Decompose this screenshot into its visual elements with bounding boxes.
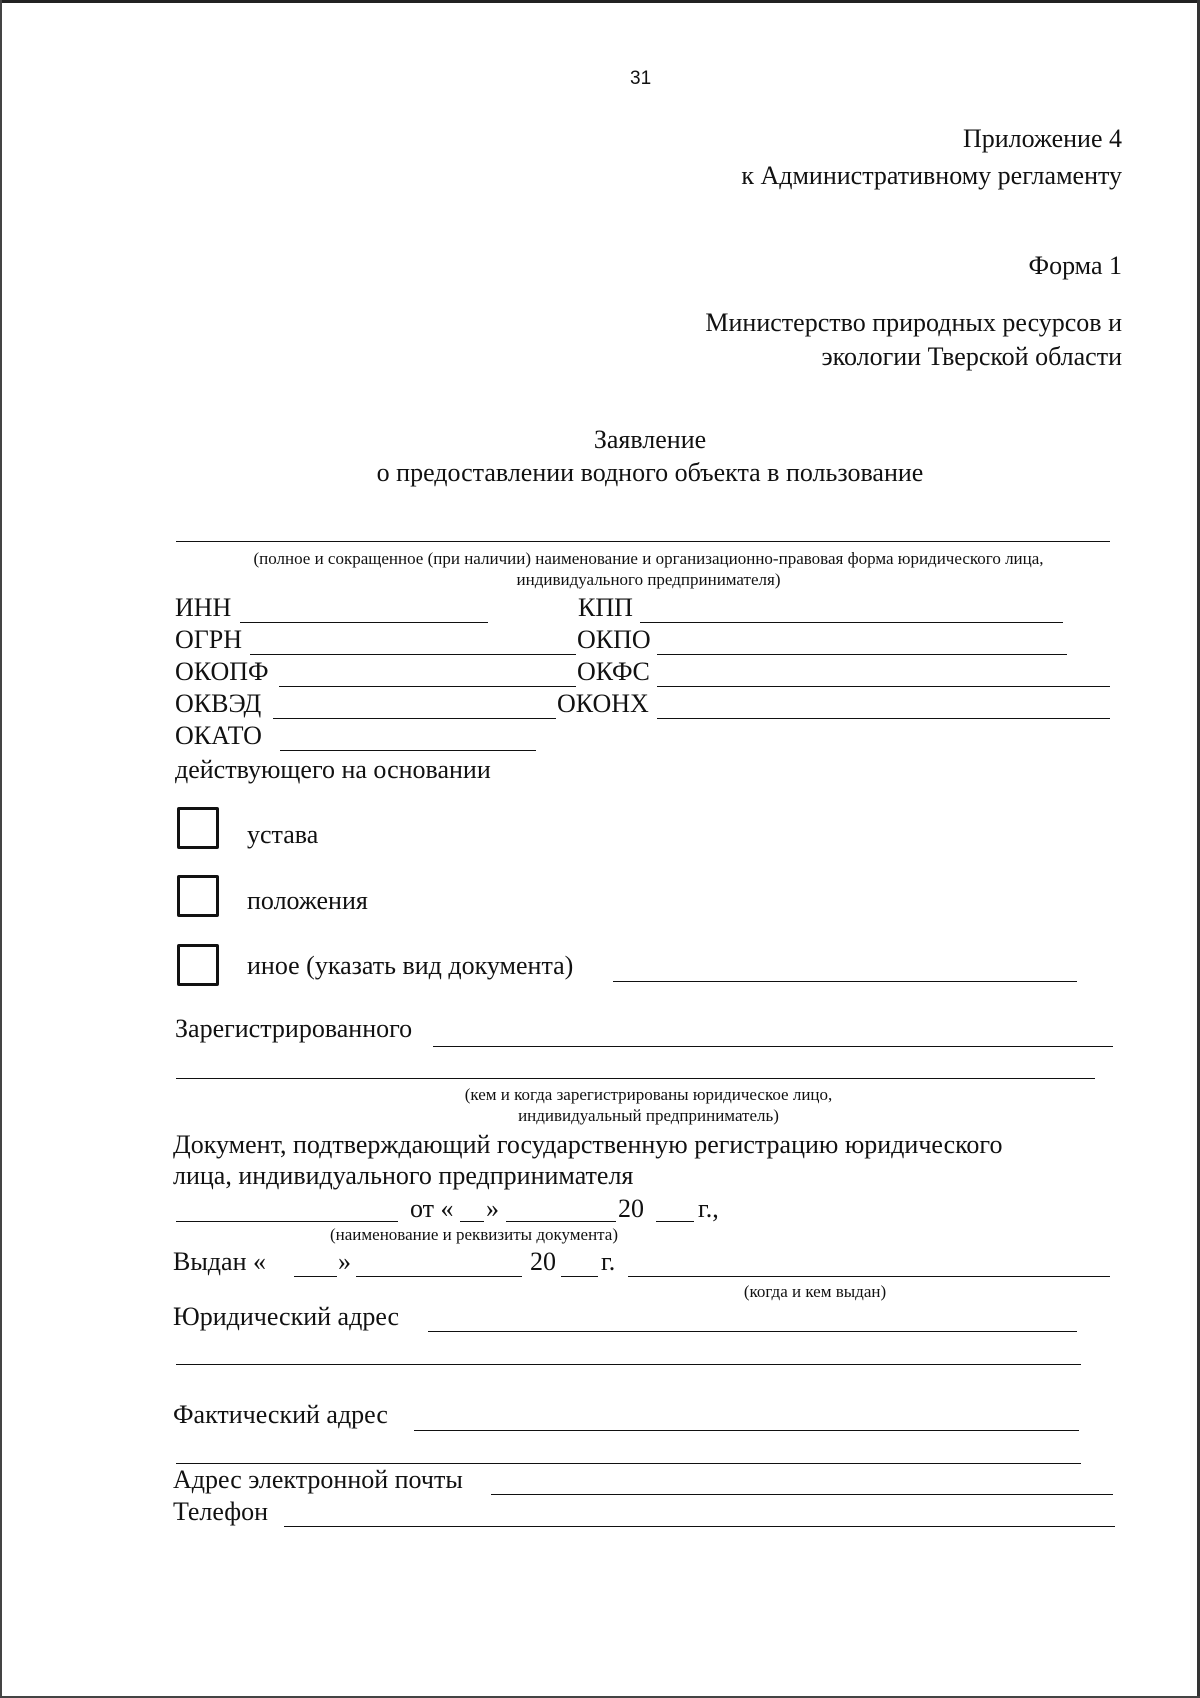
page-edge-left xyxy=(0,0,2,1698)
okved-label: ОКВЭД xyxy=(175,689,262,718)
page-number: 31 xyxy=(630,68,652,89)
okato-label: ОКАТО xyxy=(175,721,262,750)
issued-by-field[interactable] xyxy=(628,1276,1110,1277)
actual-address-field[interactable] xyxy=(414,1430,1079,1431)
issued-month-field[interactable] xyxy=(356,1276,522,1277)
document-month-field[interactable] xyxy=(506,1221,616,1222)
regulation-checkbox[interactable] xyxy=(177,875,219,917)
okopf-label: ОКОПФ xyxy=(175,657,269,686)
other-document-checkbox[interactable] xyxy=(177,944,219,986)
appendix-line-1: Приложение 4 xyxy=(962,124,1122,153)
document-subtitle: о предоставлении водного объекта в пользование xyxy=(376,458,924,487)
addressee-line-1: Министерство природных ресурсов и xyxy=(705,308,1122,337)
issued-year-field[interactable] xyxy=(561,1276,598,1277)
document-from-label: от « xyxy=(410,1194,454,1223)
inn-label: ИНН xyxy=(175,593,232,622)
registration-document-line-2: лица, индивидуального предпринимателя xyxy=(173,1161,634,1190)
kpp-field[interactable] xyxy=(640,622,1063,623)
applicant-name-line[interactable] xyxy=(176,541,1110,542)
registration-caption-line-2: индивидуальный предприниматель) xyxy=(518,1106,779,1125)
document-title: Заявление xyxy=(593,425,707,454)
other-document-option-label: иное (указать вид документа) xyxy=(247,951,574,980)
email-field[interactable] xyxy=(491,1494,1113,1495)
registration-field-continued[interactable] xyxy=(176,1078,1095,1079)
okato-field[interactable] xyxy=(280,750,536,751)
registration-caption-line-1: (кем и когда зарегистрированы юридическое лицо, xyxy=(464,1085,833,1104)
ogrn-label: ОГРН xyxy=(175,625,243,654)
document-year-prefix: 20 xyxy=(618,1194,644,1223)
phone-field[interactable] xyxy=(284,1526,1115,1527)
registration-label: Зарегистрированного xyxy=(175,1014,413,1043)
okopf-field[interactable] xyxy=(279,686,576,687)
registration-document-line-1: Документ, подтверждающий государственную регистрацию юридического xyxy=(173,1130,1003,1159)
ogrn-field[interactable] xyxy=(250,654,576,655)
okfs-label: ОКФС xyxy=(577,657,650,686)
form-label: Форма 1 xyxy=(1028,251,1122,280)
inn-field[interactable] xyxy=(240,622,488,623)
actual-address-label: Фактический адрес xyxy=(173,1400,388,1429)
applicant-caption-line-1: (полное и сокращенное (при наличии) наименование и организационно-правовая форма юридического лица, xyxy=(253,549,1044,568)
issued-year-suffix: г. xyxy=(601,1247,616,1276)
document-day-field[interactable] xyxy=(460,1221,484,1222)
kpp-label: КПП xyxy=(578,593,633,622)
issued-day-field[interactable] xyxy=(294,1276,337,1277)
email-label: Адрес электронной почты xyxy=(173,1465,463,1494)
other-document-field[interactable] xyxy=(613,981,1077,982)
document-year-field[interactable] xyxy=(656,1221,694,1222)
charter-option-label: устава xyxy=(247,820,319,849)
document-year-suffix: г., xyxy=(698,1194,719,1223)
okonh-label: ОКОНХ xyxy=(557,689,649,718)
page-edge-top xyxy=(0,0,1200,3)
actual-address-field-continued[interactable] xyxy=(176,1463,1081,1464)
okpo-label: ОКПО xyxy=(577,625,651,654)
okved-field[interactable] xyxy=(273,718,556,719)
legal-address-label: Юридический адрес xyxy=(173,1302,400,1331)
issued-year-prefix: 20 xyxy=(530,1247,556,1276)
issued-caption: (когда и кем выдан) xyxy=(743,1282,887,1301)
document-day-close: » xyxy=(486,1194,499,1223)
okonh-field[interactable] xyxy=(657,718,1110,719)
issued-day-close: » xyxy=(338,1247,351,1276)
charter-checkbox[interactable] xyxy=(177,807,219,849)
appendix-line-2: к Административному регламенту xyxy=(741,161,1122,190)
registration-field[interactable] xyxy=(433,1046,1113,1047)
basis-label: действующего на основании xyxy=(175,755,491,784)
addressee-line-2: экологии Тверской области xyxy=(821,342,1122,371)
issued-label: Выдан « xyxy=(173,1247,266,1276)
legal-address-field-continued[interactable] xyxy=(176,1364,1081,1365)
applicant-caption-line-2: индивидуального предпринимателя) xyxy=(516,570,781,589)
legal-address-field[interactable] xyxy=(428,1331,1077,1332)
document-caption: (наименование и реквизиты документа) xyxy=(329,1225,619,1244)
regulation-option-label: положения xyxy=(247,886,368,915)
phone-label: Телефон xyxy=(173,1497,269,1526)
okpo-field[interactable] xyxy=(657,654,1067,655)
document-name-field[interactable] xyxy=(176,1221,398,1222)
okfs-field[interactable] xyxy=(657,686,1110,687)
